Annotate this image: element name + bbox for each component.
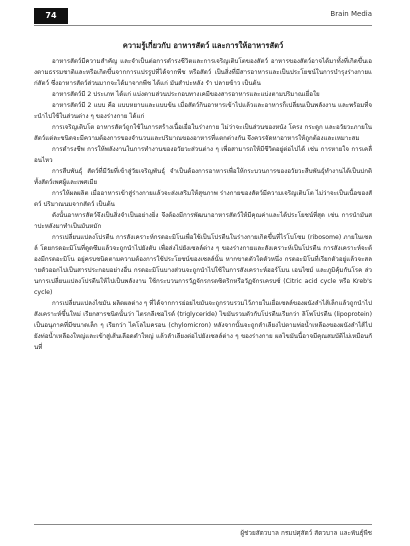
paragraph-9: การเปลี่ยนแปลงโปรตีน การสังเคราะห์กรดอะมิโนเพื่อใช้เป็นโปรตีนในร่างกายเกิดขึ้นที่ไรโบโซม (ribosome) ภายในเซลล์ โดยกรดอะมิโนที่ดูดซึมแล้วจะถูกนำไปยังตับ เพื่อส่งไปยังเซลล์ต่าง ๆ ของร่างกายและสังเคราะห์เป็นโปรตีน การสังเคราะห์จะต้องมีกรดอะมิโน อยู่ครบชนิดตามความต้องการใช้ประโยชน์ของเซลล์นั้น หากขาดตัวใดตัวหนึ่ง กรดอะมิโนที่เรียกตัวอยู่แล้วจะสลายตัวออกไปเป็นสารประกอบอย่างอื่น กรดอะมิโนบางส่วนจะถูกนำไปใช้ในการสังเคราะห์ฮอร์โมน เอนไซม์ และภูมิคุ้มกันโรค ส่วนการเปลี่ยนแปลงโปรตีนให้ไปเป็นพลังงาน ใช้กระบวนการวัฏจักรกรดซิตริกหรือวัฏจักรเครบซ์ (Citric acid cycle หรือ Kreb's cycle) [34, 234, 372, 296]
footer-divider [34, 524, 372, 525]
brand-name: Brain Media [330, 10, 372, 18]
paragraph-3: อาหารสัตว์มี 2 แบบ คือ แบบหยาบและแบบข้น เมื่อสัตว์กินอาหารเข้าไปแล้วและอาหารก็เปลี่ยนเป็นพลังงาน และพร้อมที่จะนำไปใช้ในส่วนต่าง ๆ ของร่างกาย ได้แก่ [34, 102, 372, 120]
page-number: 74 [34, 8, 68, 24]
section-title: ความรู้เกี่ยวกับ อาหารสัตว์ และการให้อาหารสัตว์ [122, 41, 284, 50]
paragraph-7: การให้ผลผลิต เมื่ออาหารเข้าสู่ร่างกายแล้วจะส่งเสริมให้สุขภาพ ร่างกายของสัตว์มีความเจริญเติบโต ไม่ว่าจะเป็นเนื้อของสัตว์ ปริมาณนมจากสัตว์ เป็นต้น [34, 190, 372, 208]
footer-text: ผู้ช่วยสัตวบาล กรมปศุสัตว์ สัตวบาล และพันธุ์พืช [240, 529, 372, 537]
paragraph-8: ดังนั้นอาหารสัตว์จึงเป็นสิ่งจำเป็นอย่างยิ่ง จึงต้องมีการพัฒนาอาหารสัตว์ให้มีคุณค่าและได้ประโยชน์ที่สุด เช่น การนำมันสำปะหลังมาทำเป็นมันหมัก [34, 212, 372, 230]
paragraph-10: การเปลี่ยนแปลงไขมัน ผลิตผลต่าง ๆ ที่ได้จากการย่อยไขมันจะถูกรวบรวมไว้ภายในเยื่อเซลล์ของผนังลำไส้เล็กแล้วถูกนำไปสังเคราะห์ขึ้นใหม่ เรียกสารชนิดนั้นว่า ไตรกลีเซอไรด์ (triglyceride) ไขมันรวมตัวกับโปรตีนเรียกว่า ลิโพโปรตีน (lipoprotein) เป็นอนุภาคที่มีขนาดเล็ก ๆ เรียกว่า ไคโลไมครอน (chylomicron) หลังจากนั้นจะถูกลำเลียงไปตามท่อน้ำเหลืองของผนังลำไส้ไปยังท่อน้ำเหลืองใหญ่และเข้าสู่เส้นเลือดดำใหญ่ แล้วลำเลียงต่อไปยังเซลล์ต่าง ๆ ของร่างกาย ผลไขมันนี้อาจมีคุณสมบัติไม่เหมือนกันที่ [34, 300, 372, 351]
paragraph-5: การดำรงชีพ การให้พลังงานในการทำงานของอวัยวะส่วนต่าง ๆ เพื่อสามารถให้มีชีวิตอยู่ต่อไปได้ เช่น การหายใจ การเคลื่อนไหว [34, 146, 372, 164]
paragraph-6: การสืบพันธุ์ สัตว์ที่มีวัยที่เข้าสู่วัยเจริญพันธุ์ จำเป็นต้องการอาหารเพื่อให้กระบวนการของอวัยวะสืบพันธุ์ทำงานได้เป็นปกติ ทั้งสัตว์เพศผู้และเพศเมีย [34, 168, 372, 186]
main-content [34, 40, 372, 480]
paragraph-2: อาหารสัตว์มี 2 ประเภท ได้แก่ แบ่งตามส่วนประกอบทางเคมีของสารอาหารและแบ่งตามปริมาณเยื่อใย [52, 91, 320, 98]
page-footer [34, 524, 372, 540]
paragraph-1: อาหารสัตว์มีความสำคัญ และจำเป็นต่อการดำรงชีวิตและการเจริญเติบโตของสัตว์ อาหารของสัตว์อาจได้มาทั้งที่เกิดขึ้นเองตามธรรมชาติและหรือเกิดขึ้นจากการแปรรูปที่ได้จากพืช หรือสัตว์ เป็นสิ่งที่มีสารอาหารและเป็นประโยชน์ในการบำรุงร่างกายแก่สัตว์ ซึ่งอาหารสัตว์ส่วนมากจะได้มาจากพืช ได้แก่ มันสำปะหลัง รำ ปลายข้าว เป็นต้น [34, 58, 372, 87]
paragraph-4: การเจริญเติบโต อาหารสัตว์ถูกใช้ในการสร้างเนื้อเยื่อในร่างกาย ไม่ว่าจะเป็นส่วนของหนัง โครง กระดูก และอวัยวะภายใน สัตว์แต่ละชนิดจะมีความต้องการของจำนวนและปริมาณของอาหารที่แตกต่างกัน จึงควรจัดหาอาหารให้ถูกต้องและเหมาะสม [34, 124, 372, 142]
header-divider [34, 25, 372, 26]
page-header [34, 8, 372, 25]
